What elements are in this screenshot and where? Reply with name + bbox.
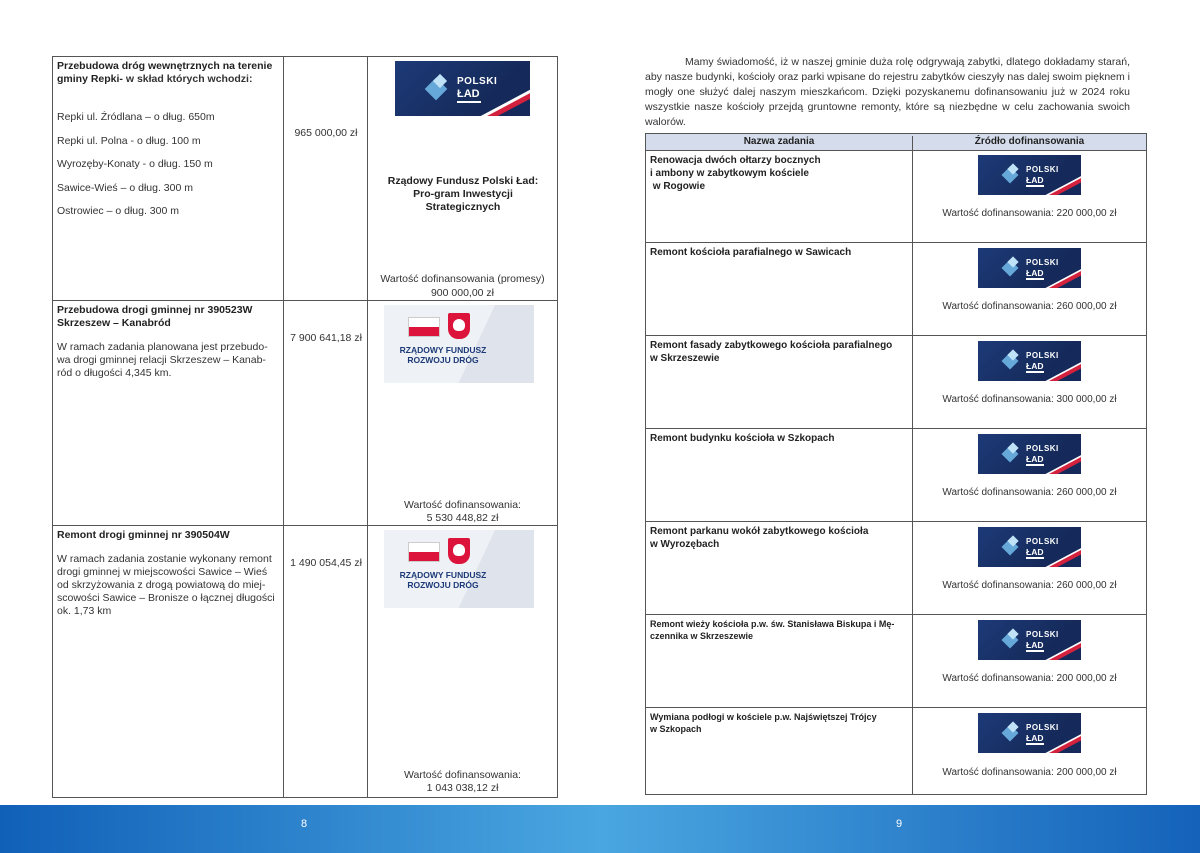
table-row — [53, 526, 557, 797]
source-cell — [913, 522, 1146, 614]
task-desc-line: ród o długości 4,345 km. — [57, 367, 172, 379]
task-name — [646, 243, 913, 335]
task-name — [646, 151, 913, 242]
task-name-line: Wymiana podłogi w kościele p.w. Najświętszej Trójcy — [650, 712, 877, 722]
table-row — [646, 522, 1146, 615]
polski-lad-logo — [978, 713, 1081, 753]
task-name — [646, 336, 913, 428]
page-number-right: 9 — [896, 818, 903, 830]
table-row — [646, 615, 1146, 708]
task-amount: 1 490 054,45 zł — [290, 557, 362, 569]
task-name-line: i ambony w zabytkowym kościele — [650, 168, 809, 179]
logo-text: RZĄDOWY FUNDUSZ — [399, 345, 487, 355]
funding-caption: Wartość dofinansowania: — [404, 769, 521, 781]
source-cell — [913, 243, 1146, 335]
task-subtitle: Skrzeszew – Kanabród — [57, 317, 171, 329]
source-cell — [368, 301, 557, 525]
task-name-line: w Rogowie — [650, 181, 705, 192]
funding-value: 900 000,00 zł — [430, 287, 495, 299]
right-heritage-table — [645, 133, 1147, 795]
polski-lad-logo — [978, 155, 1081, 195]
amount-cell — [284, 526, 368, 797]
logo-text: POLSKI — [1026, 258, 1059, 267]
logo-text: ŁAD — [1026, 733, 1044, 743]
task-name — [646, 429, 913, 521]
logo-text: ŁAD — [1026, 454, 1044, 464]
funding-value: Wartość dofinansowania: 200 000,00 zł — [942, 673, 1117, 684]
task-cell — [53, 57, 284, 300]
task-desc-line: drogi gminnej w miejscowości Sawice – Wieś — [57, 566, 268, 578]
funding-caption: Wartość dofinansowania: — [404, 499, 521, 511]
logo-text: ŁAD — [1026, 547, 1044, 557]
road-item: Wyrozęby-Konaty - o dług. 150 m — [57, 158, 213, 170]
task-cell — [53, 301, 284, 525]
polish-flag-icon — [408, 317, 440, 337]
logo-text: POLSKI — [1026, 630, 1059, 639]
funding-value: Wartość dofinansowania: 260 000,00 zł — [942, 301, 1117, 312]
funding-value: Wartość dofinansowania: 260 000,00 zł — [942, 580, 1117, 591]
footer-band — [0, 805, 1200, 853]
task-desc-line: ok. 1,73 km — [57, 605, 112, 617]
funding-value: Wartość dofinansowania: 260 000,00 zł — [942, 487, 1117, 498]
road-item: Repki ul. Polna - o dług. 100 m — [57, 135, 201, 147]
table-row — [53, 301, 557, 526]
polski-lad-logo — [395, 61, 530, 116]
source-cell — [913, 615, 1146, 707]
funding-value: Wartość dofinansowania: 200 000,00 zł — [942, 767, 1117, 778]
funding-value: Wartość dofinansowania: 300 000,00 zł — [942, 394, 1117, 405]
table-row — [646, 151, 1146, 243]
task-title — [57, 60, 279, 86]
task-title: Remont drogi gminnej nr 390504W — [57, 529, 230, 541]
task-desc-line: scowości Sawice – Bronisze o łącznej długości — [57, 592, 275, 604]
source-cell — [913, 151, 1146, 242]
task-desc-line: W ramach zadania zostanie wykonany remont — [57, 553, 272, 565]
task-title-rest: w skład których wchodzi: — [122, 73, 253, 85]
task-amount: 7 900 641,18 zł — [290, 332, 362, 344]
logo-text: POLSKI — [1026, 444, 1059, 453]
task-title: Przebudowa drogi gminnej nr 390523W — [57, 304, 253, 316]
amount-cell — [284, 301, 368, 525]
logo-text: ŁAD — [457, 88, 480, 100]
logo-text: POLSKI — [457, 76, 498, 87]
table-row — [646, 708, 1146, 794]
polski-lad-logo — [978, 248, 1081, 288]
intro-paragraph: Mamy świadomość, iż w naszej gminie duża rolę odgrywają zabytki, dlatego dokładamy starań, aby nasze budynki, kościoły oraz parki wpisane do rejestru zabytków cieszyły nas dalej swoim pięknem i mogły one służyć dalej naszym mieszkańcom. Dzięki pozyskanemu dofinansowaniu już w 2024 roku wszystkie nasze kościoły przejdą gruntowne remonty, które są niezbędne w celu zachowania swoich walorów. — [645, 56, 1130, 128]
task-name-line: w Wyrozębach — [650, 539, 720, 550]
logo-text: ŁAD — [1026, 268, 1044, 278]
table-header — [646, 134, 1146, 151]
task-desc-line: W ramach zadania planowana jest przebudo- — [57, 341, 268, 353]
task-desc-line: od skrzyżowania z drogą powiatową do miej- — [57, 579, 266, 591]
polski-lad-logo — [978, 620, 1081, 660]
road-item: Repki ul. Źródlana – o dług. 650m — [57, 111, 215, 123]
source-cell — [368, 57, 557, 300]
polish-flag-icon — [408, 542, 440, 562]
logo-text: POLSKI — [1026, 723, 1059, 732]
table-row — [646, 429, 1146, 522]
task-desc-line: wa drogi gminnej relacji Skrzeszew – Kanab- — [57, 354, 266, 366]
task-name-line: Remont fasady zabytkowego kościoła parafialnego — [650, 340, 893, 351]
header-task-name: Nazwa zadania — [646, 136, 913, 151]
table-row — [646, 243, 1146, 336]
task-title-bold: Przebudowa dróg wewnętrznych na terenie gminy Repki- — [57, 60, 273, 85]
logo-text: ROZWOJU DRÓG — [407, 580, 479, 590]
funding-value: 5 530 448,82 zł — [426, 512, 499, 524]
funding-value: Wartość dofinansowania: 220 000,00 zł — [942, 208, 1117, 219]
source-cell — [913, 708, 1146, 794]
logo-text: RZĄDOWY FUNDUSZ — [399, 570, 487, 580]
left-project-table — [52, 56, 558, 798]
road-item: Ostrowiec – o dług. 300 m — [57, 205, 179, 217]
eagle-emblem-icon — [448, 313, 470, 339]
task-name-line: czennika w Skrzeszewie — [650, 631, 754, 641]
header-funding-source: Źródło dofinansowania — [974, 136, 1085, 147]
logo-text: ŁAD — [1026, 175, 1044, 185]
rzadowy-fundusz-logo — [384, 305, 534, 383]
road-item: Sawice-Wieś – o dług. 300 m — [57, 182, 193, 194]
polski-lad-logo — [978, 434, 1081, 474]
fund-name: Rządowy Fundusz Polski Ład: Pro-gram Inwestycji Strategicznych — [387, 175, 539, 213]
task-name-line: w Szkopach — [650, 724, 702, 734]
source-cell — [913, 336, 1146, 428]
source-cell — [913, 429, 1146, 521]
rzadowy-fundusz-logo — [384, 530, 534, 608]
task-name — [646, 708, 913, 794]
source-cell — [368, 526, 557, 797]
logo-text: ŁAD — [1026, 640, 1044, 650]
polski-lad-logo — [978, 341, 1081, 381]
polski-lad-logo — [978, 527, 1081, 567]
task-name-line: Renowacja dwóch ołtarzy bocznych — [650, 155, 821, 166]
table-row — [646, 336, 1146, 429]
page-number-left: 8 — [301, 818, 308, 830]
task-name-line: w Skrzeszewie — [650, 353, 720, 364]
logo-text: POLSKI — [1026, 165, 1059, 174]
task-cell — [53, 526, 284, 797]
task-name-line: Remont kościoła parafialnego w Sawicach — [650, 247, 852, 258]
task-name-line: Remont budynku kościoła w Szkopach — [650, 433, 835, 444]
eagle-emblem-icon — [448, 538, 470, 564]
task-name — [646, 615, 913, 707]
logo-text: POLSKI — [1026, 351, 1059, 360]
task-name-line: Remont wieży kościoła p.w. św. Stanisława Biskupa i Mę- — [650, 619, 895, 629]
funding-value: 1 043 038,12 zł — [426, 782, 499, 794]
logo-text: ROZWOJU DRÓG — [407, 355, 479, 365]
task-name — [646, 522, 913, 614]
table-row — [53, 57, 557, 301]
logo-text: ŁAD — [1026, 361, 1044, 371]
funding-caption: Wartość dofinansowania (promesy) — [380, 273, 545, 285]
task-amount: 965 000,00 zł — [294, 127, 358, 139]
logo-text: POLSKI — [1026, 537, 1059, 546]
task-name-line: Remont parkanu wokół zabytkowego kościoła — [650, 526, 869, 537]
amount-cell — [284, 57, 368, 300]
